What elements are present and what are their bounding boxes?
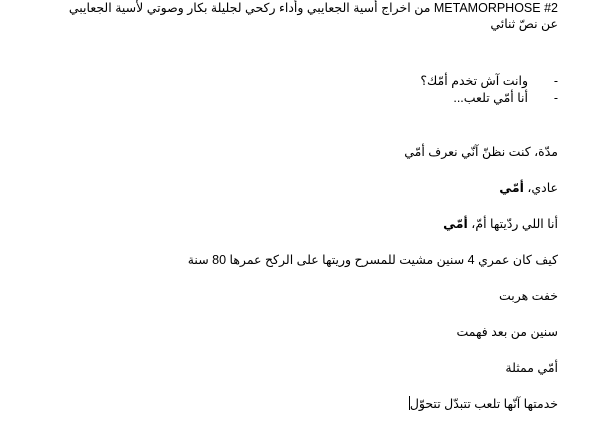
text-line-plain: سنين من بعد فهمت <box>456 325 558 339</box>
text-line-plain: مدّة، كنت نظنّ آنّي نعرف أمّي <box>404 145 558 159</box>
list-item <box>38 73 558 90</box>
text-line-plain: أمّي ممثلة <box>505 361 558 375</box>
text-line-plain: كيف كان عمري 4 سنين مشيت للمسرح وريتها على الركح عمرها 80 سنة <box>187 253 558 267</box>
header-line-1: METAMORPHOSE #2 من اخراج أسية الجعايبي وأداء ركحي لجليلة بكار وصوتي لأسية الجعايبي <box>68 1 558 15</box>
bullet-dash: - <box>553 74 558 88</box>
text-line-plain: خدمتها آنّها تلعب تتبدّل تتحوّل <box>409 397 558 411</box>
list-item <box>38 90 558 107</box>
bullet-dash: - <box>553 91 558 105</box>
header-line-2: عن نصّ ثنائي <box>490 17 558 31</box>
text-line <box>38 180 558 197</box>
text-line <box>38 288 558 305</box>
document-page <box>38 0 558 432</box>
dialogue-list <box>38 73 558 107</box>
text-line <box>38 252 558 269</box>
text-line-bold: أمّي <box>499 181 524 195</box>
text-line <box>38 144 558 161</box>
list-item-text: وانت آش تخدم أمّك؟ <box>420 74 528 88</box>
text-line-plain: خفت هربت <box>498 289 558 303</box>
text-line <box>38 216 558 233</box>
text-line <box>38 360 558 377</box>
text-line-plain: أنا اللي ردّيتها أمّ، <box>467 217 558 231</box>
list-item-text: أنا أمّي تلعب... <box>453 91 528 105</box>
text-line-plain: عادي، <box>523 181 558 195</box>
text-line <box>38 324 558 341</box>
body-text <box>38 144 558 413</box>
text-line-bold: أمّي <box>443 217 468 231</box>
text-line-editing[interactable] <box>38 396 558 413</box>
